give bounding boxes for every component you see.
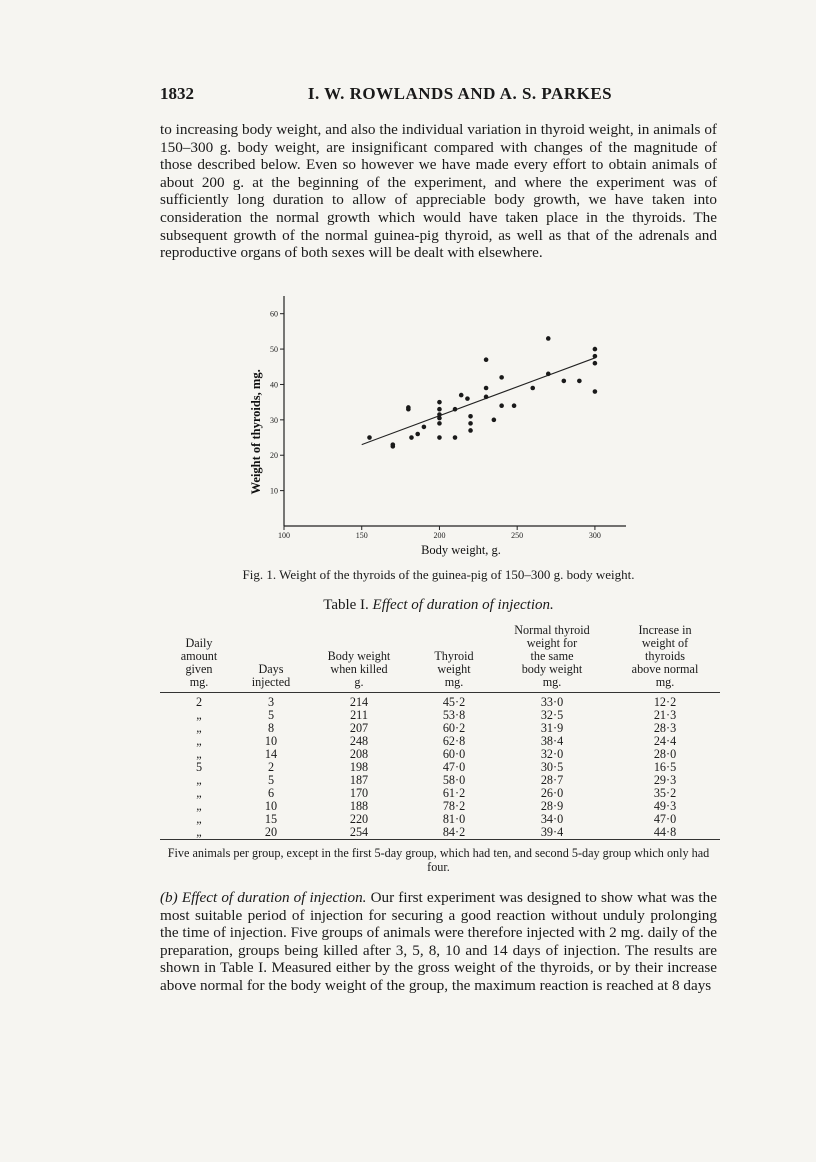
data-point (499, 375, 504, 380)
data-point (415, 432, 420, 437)
data-point (593, 389, 598, 394)
table-cell: 38·4 (540, 734, 564, 748)
data-point (437, 421, 442, 426)
x-tick-label: 300 (588, 531, 601, 540)
figure-caption: Fig. 1. Weight of the thyroids of the guinea-pig of 150–300 g. body weight. (242, 567, 635, 582)
x-tick-label: 200 (433, 531, 446, 540)
table-row (160, 722, 720, 735)
table-cell: 2 (195, 695, 203, 709)
y-tick-label: 40 (270, 380, 278, 390)
table-cell: „ (196, 786, 202, 800)
data-point (409, 435, 414, 440)
data-point (562, 379, 567, 384)
table-cell: 198 (349, 760, 369, 774)
data-point (391, 442, 396, 447)
table-row (160, 774, 720, 787)
table-row (160, 813, 720, 826)
data-point (499, 403, 504, 408)
data-point (546, 336, 551, 341)
data-point (437, 407, 442, 412)
figure-1 (240, 290, 640, 560)
table-cell: 61·2 (442, 786, 466, 800)
table-cell: 15 (264, 812, 278, 826)
y-tick-label: 20 (270, 451, 278, 461)
y-tick-label: 60 (270, 309, 278, 319)
table-cell: 45·2 (442, 695, 466, 709)
table-cell: 33·0 (540, 695, 564, 709)
table-cell: 2 (267, 760, 275, 774)
data-point (484, 386, 489, 391)
table-cell: 29·3 (653, 773, 677, 787)
table-cell: „ (196, 825, 202, 839)
section-label: (b) (160, 889, 178, 906)
table-cell: 47·0 (442, 760, 466, 774)
header-normal-thyroid-weight: Normal thyroid weight for the same body weight mg. (494, 624, 610, 693)
paragraph-2-text: Our first experiment was designed to show what was the most suitable period of injection for securing a good reaction without unduly prolonging the time of injection. Five groups of animals were therefore injected with 2 mg. daily of the preparation, groups being killed after 3, 5, 8, 10 and 14 days of injection. The results are shown in Table I. Measured either by the gross weight of the thyroids, or by their increase above normal for the body weight of the group, the maximum reaction is reached at 8 days (160, 889, 717, 994)
table-cell: 49·3 (653, 799, 677, 813)
table-cell: 207 (349, 721, 369, 735)
table-cell: 16·5 (653, 760, 677, 774)
data-point (468, 421, 473, 426)
paragraph-1: to increasing body weight, and also the individual variation in thyroid weight, in animals of 150–300 g. body weight, are insignificant compared with changes of the magnitude of those described below. Even so however we have made every effort to obtain animals of about 200 g. at the beginning of the experiment, and where the experiment was of sufficiently long duration to allow of appreciable body growth, we have taken into consideration the normal growth which would have taken place in the thyroids. The subsequent growth of the normal guinea-pig thyroid, as well as that of the adrenals and reproductive organs of both sexes will be dealt with elsewhere. (160, 121, 717, 262)
data-point (437, 412, 442, 417)
table-cell: 220 (349, 812, 369, 826)
table-cell: 81·0 (442, 812, 466, 826)
table-cell: 26·0 (540, 786, 564, 800)
table-row (160, 748, 720, 761)
table-cell: „ (196, 721, 202, 735)
header-daily-amount: Daily amount given mg. (160, 624, 238, 693)
data-point (593, 361, 598, 366)
table-cell: 211 (350, 708, 368, 722)
table-cell: 5 (267, 708, 275, 722)
table-cell: 28·9 (540, 799, 564, 813)
x-tick-label: 100 (278, 531, 290, 540)
table-row (160, 735, 720, 748)
table-cell: 34·0 (540, 812, 564, 826)
y-tick-label: 30 (270, 415, 278, 425)
table-cell: 24·4 (653, 734, 677, 748)
data-point (422, 425, 427, 430)
data-point (468, 414, 473, 419)
data-table (160, 624, 720, 840)
table-cell: 53·8 (442, 708, 466, 722)
data-point (459, 393, 464, 398)
table-cell: 8 (267, 721, 275, 735)
data-point (492, 418, 497, 423)
table-cell: 44·8 (653, 825, 677, 839)
table-row (160, 761, 720, 774)
table-cell: 254 (349, 825, 369, 839)
table-row (160, 709, 720, 722)
table-cell: 20 (264, 825, 278, 839)
table-cell: 14 (264, 747, 278, 761)
scatter-chart (240, 290, 640, 560)
table-row (160, 693, 720, 710)
table-footnote: Five animals per group, except in the first 5-day group, which had ten, and second 5-day group which only had four. (167, 846, 710, 874)
table-cell: 5 (267, 773, 275, 787)
table-cell: 39·4 (540, 825, 564, 839)
table-cell: 3 (267, 695, 275, 709)
table-cell: 35·2 (653, 786, 677, 800)
data-point (593, 347, 598, 352)
table-header-row (160, 624, 720, 693)
table-cell: 248 (349, 734, 369, 748)
table-cell: 32·5 (540, 708, 564, 722)
y-tick-label: 50 (270, 345, 278, 355)
table-cell: 58·0 (442, 773, 466, 787)
table-cell: 60·0 (442, 747, 466, 761)
data-point (484, 357, 489, 362)
table-cell: 188 (349, 799, 369, 813)
table-cell: 214 (349, 695, 369, 709)
data-point (437, 435, 442, 440)
header-body-weight: Body weight when killed g. (304, 624, 414, 693)
table-cell: 32·0 (540, 747, 564, 761)
data-point (453, 435, 458, 440)
data-point (367, 435, 372, 440)
table-cell: 21·3 (653, 708, 677, 722)
data-point (468, 428, 473, 433)
table-cell: 10 (264, 799, 278, 813)
data-point (577, 379, 582, 384)
table-cell: 12·2 (653, 695, 677, 709)
page-header (160, 84, 720, 108)
table-title-prefix: Table I. (323, 597, 369, 613)
data-point (530, 386, 535, 391)
table-row (160, 787, 720, 800)
table-cell: 62·8 (442, 734, 466, 748)
x-tick-label: 250 (511, 531, 524, 540)
header-thyroid-weight: Thyroid weight mg. (414, 624, 494, 693)
data-point (437, 400, 442, 405)
table-cell: 30·5 (540, 760, 564, 774)
table-row (160, 800, 720, 813)
y-axis-label: Weight of thyroids, mg. (249, 369, 263, 495)
table-cell: 31·9 (540, 721, 564, 735)
x-tick-label: 150 (355, 531, 368, 540)
table-cell: 84·2 (442, 825, 466, 839)
table-cell: „ (196, 734, 202, 748)
table-cell: 208 (349, 747, 369, 761)
data-point (593, 354, 598, 359)
data-point (546, 372, 551, 377)
table-cell: 10 (264, 734, 278, 748)
regression-line (362, 358, 595, 445)
header-days-injected: Days injected (238, 624, 304, 693)
table-cell: „ (196, 799, 202, 813)
table-cell: 47·0 (653, 812, 677, 826)
data-point (453, 407, 458, 412)
table-cell: „ (196, 773, 202, 787)
header-increase-in-weight: Increase in weight of thyroids above normal mg. (610, 624, 720, 693)
x-axis-label: Body weight, g. (421, 543, 501, 557)
table-title (160, 597, 717, 614)
section-heading: Effect of duration of injection. (181, 889, 367, 906)
data-point (406, 405, 411, 410)
table-cell: 28·3 (653, 721, 677, 735)
table-cell: 5 (195, 760, 203, 774)
running-head: I. W. ROWLANDS AND A. S. PARKES (307, 84, 613, 103)
table-cell: 187 (349, 773, 369, 787)
table-cell: „ (196, 812, 202, 826)
table-cell: 170 (349, 786, 369, 800)
table-title-italic: Effect of duration of injection. (372, 597, 554, 613)
y-tick-label: 10 (270, 486, 278, 496)
table-cell: 60·2 (442, 721, 466, 735)
data-point (484, 395, 489, 400)
table-cell: „ (196, 708, 202, 722)
table-row (160, 826, 720, 840)
paragraph-2 (160, 889, 717, 995)
data-point (512, 403, 517, 408)
data-point (465, 396, 470, 401)
table-cell: 78·2 (442, 799, 466, 813)
page-number: 1832 (160, 84, 194, 103)
table-cell: 28·7 (540, 773, 564, 787)
table-cell: „ (196, 747, 202, 761)
table-cell: 6 (267, 786, 275, 800)
table-cell: 28·0 (653, 747, 677, 761)
